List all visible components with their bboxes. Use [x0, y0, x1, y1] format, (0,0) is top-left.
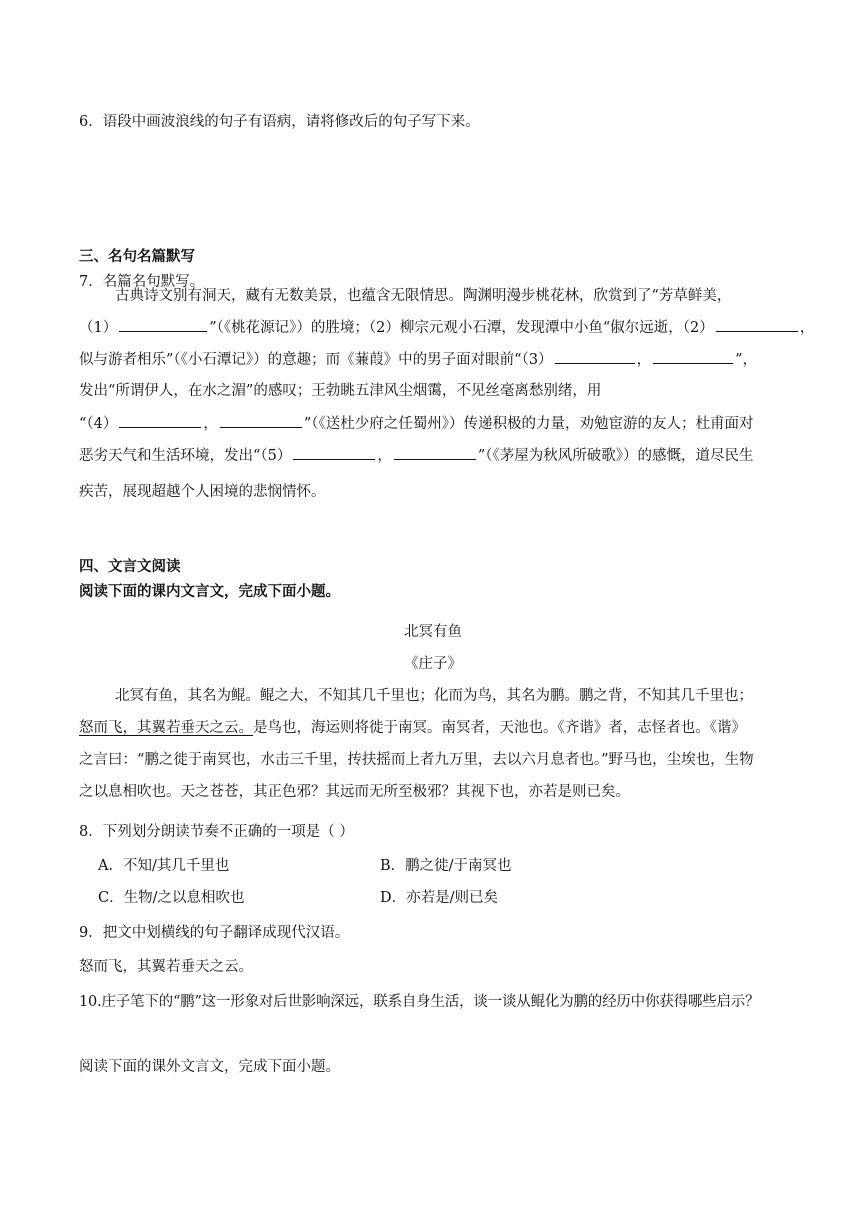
- question-6: 6．语段中画波浪线的句子有语病，请将修改后的句子写下来。: [79, 114, 480, 130]
- q7-para-line-1: 古典诗文别有洞天，藏有无数美景，也蕴含无限情思。陶渊明漫步桃花林，欣赏到了“芳草鲜美，: [115, 288, 732, 304]
- passage-line-4: 之以息相吹也。天之苍苍，其正色邪？其远而无所至极邪？其视下也，亦若是则已矣。: [79, 784, 630, 800]
- option-a[interactable]: A．不知/其几千里也: [98, 858, 230, 874]
- q7-text-2b: ”（《桃花源记》）的胜境；（2）柳宗元观小石潭，发现潭中小鱼“俶尔远逝，（2）: [209, 320, 714, 336]
- blank-3b[interactable]: [653, 349, 733, 364]
- option-c[interactable]: C．生物/之以息相吹也: [98, 890, 245, 906]
- q7-para-line-7: 疾苦，展现超越个人困境的悲悯情怀。: [79, 484, 326, 500]
- q7-text-5c: ”（《送杜少府之任蜀州》）传递积极的力量，劝勉宦游的友人；杜甫面对: [303, 416, 754, 432]
- q7-para-line-2: [79, 317, 814, 338]
- blank-1[interactable]: [119, 317, 207, 332]
- q7-text-6a: 恶劣天气和生活环境，发出“（5）: [79, 448, 292, 464]
- passage-line-1: 北冥有鱼，其名为鲲。鲲之大，不知其几千里也；化而为鸟，其名为鹏。鹏之背，不知其几千里也；: [115, 688, 753, 704]
- underlined-sentence: 怒而飞，其翼若垂天之云。: [79, 720, 253, 736]
- blank-5b[interactable]: [394, 445, 476, 460]
- section-3-title: 三、名句名篇默写: [79, 248, 195, 265]
- q7-para-line-4: 发出“所谓伊人，在水之湄”的感叹；王勃眺五津风尘烟霭，不见丝毫离愁别绪，用: [79, 383, 602, 399]
- section-4-title: 四、文言文阅读: [79, 558, 181, 575]
- q7-text-6c: ”（《茅屋为秋风所破歌》）的感慨，道尽民生: [477, 448, 754, 464]
- q7-text-6b: ，: [377, 448, 392, 464]
- q7-para-line-6: [79, 445, 754, 466]
- q7-para-line-3: [79, 349, 757, 370]
- option-d[interactable]: D．亦若是/则已矣: [380, 890, 499, 906]
- question-10: 10.庄子笔下的“鹏”这一形象对后世影响深远，联系自身生活，谈一谈从鲲化为鹏的经历中你获得哪些启示？: [79, 994, 760, 1010]
- q7-text-5a: “（4）: [79, 416, 118, 432]
- question-9: 9．把文中划横线的句子翻译成现代汉语。: [79, 925, 350, 941]
- blank-label-1: （1）: [79, 320, 118, 336]
- passage-title: 北冥有鱼: [404, 624, 462, 640]
- blank-4a[interactable]: [119, 413, 201, 428]
- blank-3a[interactable]: [555, 349, 635, 364]
- blank-4b[interactable]: [220, 413, 302, 428]
- q7-text-5b: ，: [203, 416, 218, 432]
- blank-5a[interactable]: [293, 445, 375, 460]
- passage-line-2: [79, 718, 746, 738]
- passage-author: 《庄子》: [404, 656, 462, 672]
- passage-line-3: 之言曰：“鹏之徙于南冥也，水击三千里，抟扶摇而上者九万里，去以六月息者也。”野马也，尘埃也，生物: [79, 752, 754, 768]
- question-8: 8．下列划分朗读节奏不正确的一项是（ ）: [79, 824, 354, 840]
- question-9-sentence: 怒而飞，其翼若垂天之云。: [79, 959, 253, 975]
- outside-passage-subtitle: 阅读下面的课外文言文，完成下面小题。: [79, 1059, 340, 1075]
- passage-line-2-rest: 是鸟也，海运则将徙于南冥。南冥者，天池也。《齐谐》者，志怪者也。《谐》: [253, 720, 746, 736]
- q7-text-2c: ，: [799, 320, 815, 336]
- q7-text-3b: ，: [636, 352, 652, 368]
- question-7: 7．名篇名句默写。: [79, 274, 205, 290]
- q7-text-3a: 似与游者相乐”（《小石潭记》）的意趣；而《蒹葭》中的男子面对眼前“（3）: [79, 352, 553, 368]
- q7-text-3c: ”，: [735, 352, 757, 368]
- section-4-subtitle: 阅读下面的课内文言文，完成下面小题。: [79, 583, 340, 600]
- blank-2[interactable]: [716, 317, 798, 332]
- q7-para-line-5: [79, 413, 754, 434]
- option-b[interactable]: B．鹏之徙/于南冥也: [380, 858, 512, 874]
